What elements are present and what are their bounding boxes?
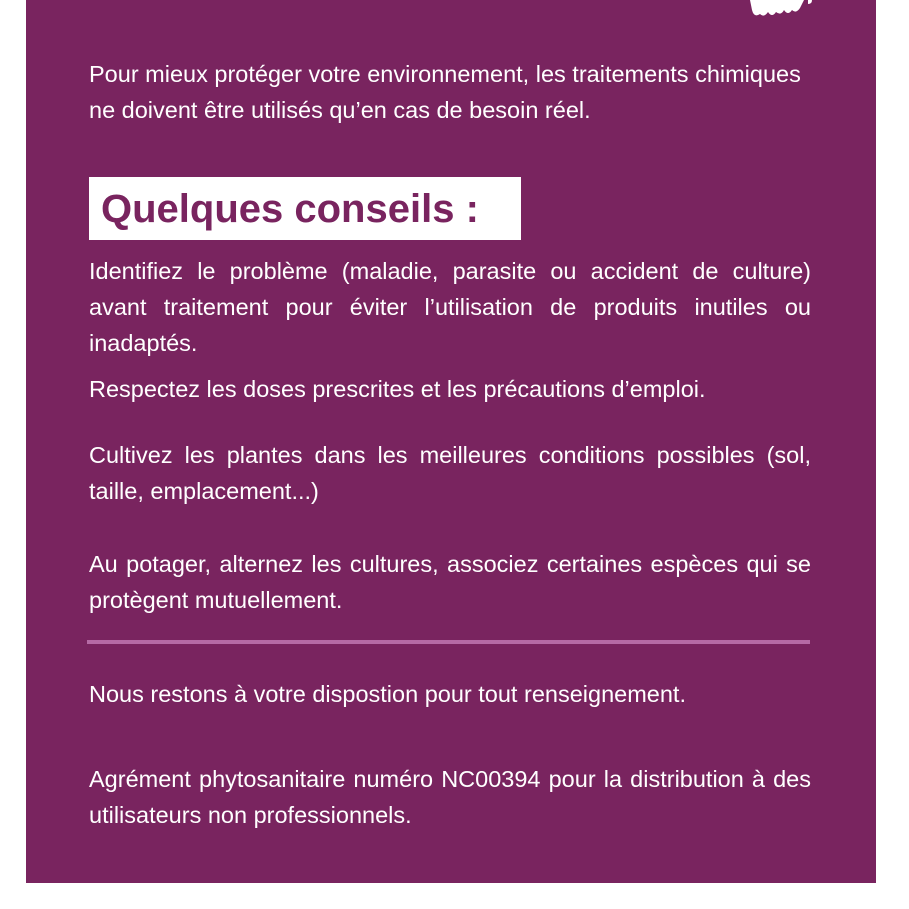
- contact-text: Nous restons à votre dispostion pour tout renseignement.: [89, 681, 686, 707]
- section-heading: Quelques conseils :: [101, 187, 479, 231]
- logo-fragment-icon: [748, 0, 818, 20]
- info-panel: [26, 0, 876, 883]
- tip-respect-doses: Respectez les doses prescrites et les précautions d’emploi.: [89, 376, 706, 402]
- section-divider: [87, 640, 810, 644]
- approval-text: Agrément phytosanitaire numéro NC00394 pour la distribution à des utilisateurs non professionnels.: [89, 766, 811, 828]
- heading-box: [89, 177, 521, 240]
- intro-text: Pour mieux protéger votre environnement, les traitements chimiques ne doivent être utilisés qu’en cas de besoin réel.: [89, 61, 801, 123]
- tip-alternate-crops: Au potager, alternez les cultures, associez certaines espèces qui se protègent mutuellement.: [89, 551, 811, 613]
- tip-cultivate-conditions: Cultivez les plantes dans les meilleures conditions possibles (sol, taille, emplacement...): [89, 442, 811, 504]
- tip-identify-problem: Identifiez le problème (maladie, parasite ou accident de culture) avant traitement pour éviter l’utilisation de produits inutiles ou inadaptés.: [89, 258, 811, 356]
